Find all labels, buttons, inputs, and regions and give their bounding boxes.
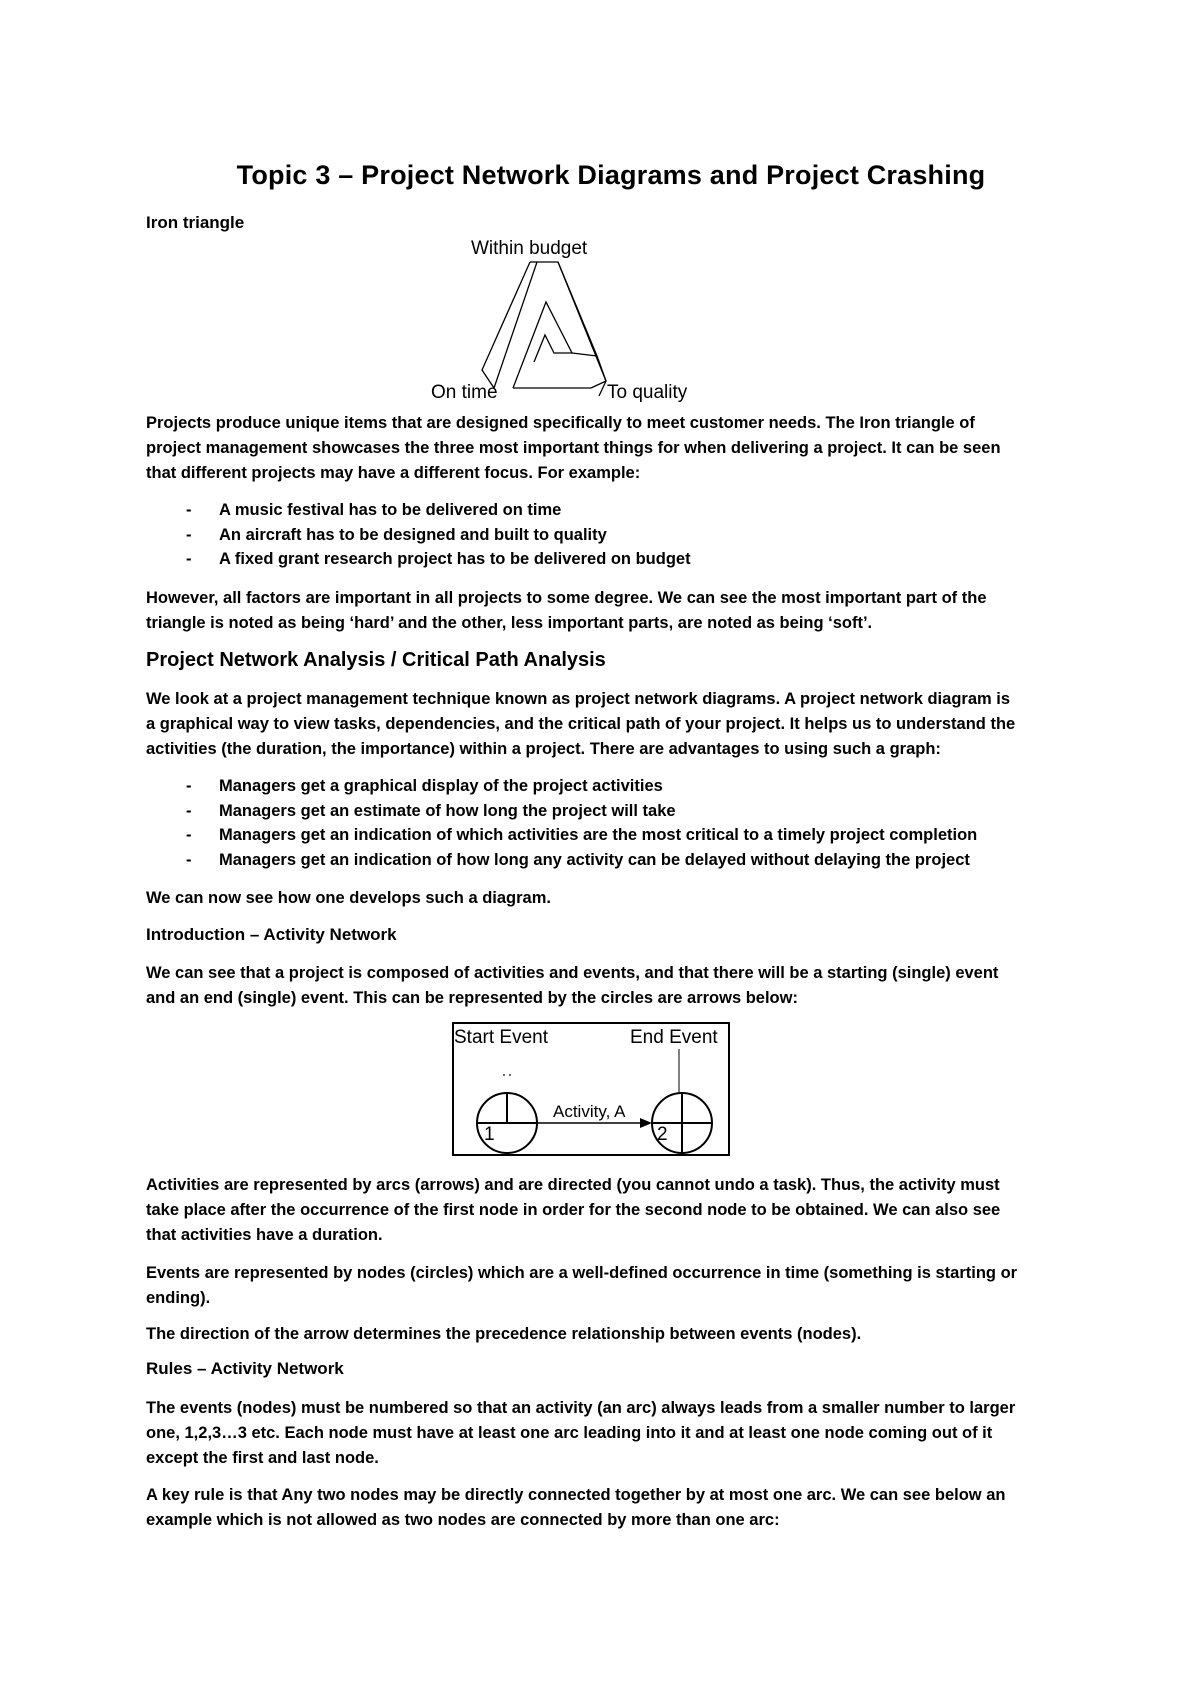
triangle-right-band: [558, 262, 597, 356]
key-rule-line-1: A key rule is that Any two nodes may be directly connected together by at most one arc. We can see below an: [146, 1486, 1006, 1504]
label-on-time: On time: [431, 382, 498, 403]
intro-paragraph: [146, 411, 1066, 486]
network-line-3: activities (the duration, the importance) within a project. There are advantages to using such a graph:: [146, 740, 941, 758]
list-item-text: A music festival has to be delivered on time: [219, 501, 562, 519]
dash-marker: -: [186, 801, 192, 820]
network-closing-line: We can now see how one develops such a diagram.: [146, 889, 551, 907]
dash-marker: -: [186, 501, 192, 519]
activity-network-paragraph: [146, 961, 1066, 1011]
activity-arrowhead: [640, 1118, 652, 1128]
intro-line-1: Projects produce unique items that are designed specifically to meet customer needs. The Iron triangle of: [146, 414, 975, 432]
direction-line: The direction of the arrow determines the precedence relationship between events (nodes).: [146, 1325, 862, 1343]
iron-triangle-figure: [431, 236, 761, 406]
dash-marker: -: [186, 826, 192, 844]
iron-triangle-heading: Iron triangle: [146, 213, 245, 232]
activity-network-heading: Introduction – Activity Network: [146, 925, 397, 944]
events-line-2: ending).: [146, 1289, 211, 1307]
intro-closing-line-2: triangle is noted as being ‘hard’ and the other, less important parts, are noted as being ‘soft’.: [146, 614, 873, 632]
activity-line-2: and an end (single) event. This can be represented by the circles are arrows below:: [146, 989, 798, 1007]
start-pointer-dot: [509, 1074, 511, 1076]
dash-marker: -: [186, 850, 192, 869]
network-line-2: a graphical way to view tasks, dependencies, and the critical path of your project. It helps us to understand the: [146, 715, 1016, 733]
label-within-budget: Within budget: [471, 238, 588, 259]
activities-paragraph: [146, 1173, 1066, 1248]
activity-network-figure: [452, 1022, 732, 1158]
rules-line-2: one, 1,2,3…3 etc. Each node must have at least one arc leading into it and at least one node coming out of it: [146, 1424, 993, 1442]
activities-line-1: Activities are represented by arcs (arrows) and are directed (you cannot undo a task). Thus, the activity must: [146, 1176, 1000, 1194]
start-event-label: Start Event: [454, 1027, 548, 1048]
triangle-outer-band: [482, 262, 530, 388]
network-analysis-heading: Project Network Analysis / Critical Path Analysis: [146, 649, 606, 671]
triangle-right-edge: [597, 356, 606, 381]
triangle-outer-left: [494, 262, 606, 388]
network-line-1: We look at a project management technique known as project network diagrams. A project network diagram is: [146, 690, 1011, 708]
list-item-text: Managers get an estimate of how long the project will take: [219, 801, 676, 820]
rules-paragraph: [146, 1396, 1066, 1471]
intro-line-3: that different projects may have a different focus. For example:: [146, 464, 641, 482]
activities-line-2: take place after the occurrence of the first node in order for the second node to be obtained. We can also see: [146, 1201, 1001, 1219]
rules-line-3: except the first and last node.: [146, 1449, 379, 1467]
label-to-quality: To quality: [607, 382, 688, 403]
intro-closing-line-1: However, all factors are important in all projects to some degree. We can see the most important part of the: [146, 589, 987, 607]
activities-line-3: that activities have a duration.: [146, 1226, 383, 1244]
dash-marker: -: [186, 550, 192, 568]
page-title: Topic 3 – Project Network Diagrams and Project Crashing: [236, 160, 986, 190]
end-event-label: End Event: [630, 1027, 718, 1048]
intro-bullet-list: [146, 498, 1076, 572]
list-item: [146, 774, 1076, 799]
activity-network-svg: [452, 1022, 732, 1158]
rules-heading: Rules – Activity Network: [146, 1359, 344, 1378]
key-rule-line-2: example which is not allowed as two nodes are connected by more than one arc:: [146, 1511, 780, 1529]
list-item: [146, 799, 1076, 824]
list-item: [146, 523, 1076, 548]
direction-paragraph: [146, 1322, 1066, 1347]
list-item: [146, 823, 1076, 848]
dash-marker: -: [186, 777, 192, 795]
iron-triangle-svg: [431, 236, 761, 406]
advantages-bullet-list: [146, 774, 1076, 872]
impossible-triangle-shape: [482, 262, 606, 396]
list-item-text: A fixed grant research project has to be delivered on budget: [219, 550, 691, 568]
dash-marker: -: [186, 525, 192, 544]
intro-line-2: project management showcases the three most important things for when delivering a project. It can be seen: [146, 439, 1001, 457]
key-rule-paragraph: [146, 1483, 1066, 1533]
list-item: [146, 498, 1076, 523]
list-item-text: Managers get an indication of how long any activity can be delayed without delaying the project: [219, 850, 970, 869]
network-analysis-paragraph: [146, 687, 1066, 762]
triangle-inner-path: [513, 302, 572, 388]
start-pointer-dot: [503, 1074, 505, 1076]
list-item: [146, 848, 1076, 873]
network-closing-paragraph: [146, 886, 1066, 911]
intro-closing-paragraph: [146, 586, 1066, 636]
node-2-number: 2: [657, 1124, 668, 1145]
events-line-1: Events are represented by nodes (circles) which are a well-defined occurrence in time (something is starting or: [146, 1264, 1018, 1282]
node-1-number: 1: [484, 1124, 495, 1145]
rules-line-1: The events (nodes) must be numbered so that an activity (an arc) always leads from a smaller number to larger: [146, 1399, 1016, 1417]
events-paragraph: [146, 1261, 1066, 1311]
list-item: [146, 547, 1076, 572]
list-item-text: An aircraft has to be designed and built to quality: [219, 525, 607, 544]
activity-label: Activity, A: [553, 1102, 626, 1121]
activity-line-1: We can see that a project is composed of activities and events, and that there will be a starting (single) event: [146, 964, 999, 982]
list-item-text: Managers get a graphical display of the project activities: [219, 777, 663, 795]
list-item-text: Managers get an indication of which activities are the most critical to a timely project completion: [219, 826, 978, 844]
